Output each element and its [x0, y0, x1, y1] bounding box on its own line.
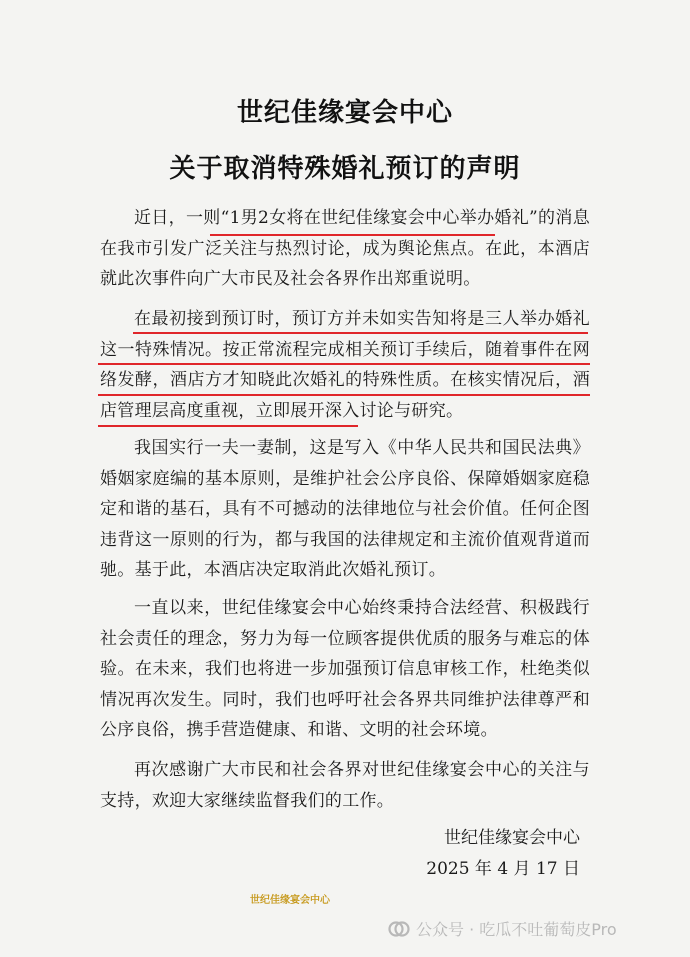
- underline-para2-line3: [98, 394, 590, 396]
- underline-para2-line4: [98, 425, 358, 427]
- underline-para2-line1: [133, 332, 588, 334]
- paragraph-2: 在最初接到预订时，预订方并未如实告知将是三人举办婚礼这一特殊情况。按正常流程完成相关预订手续后，随着事件在网络发酵，酒店方才知晓此次婚礼的特殊性质。在核实情况后，酒店管理层高度重视，立即展开深入讨论与研究。: [100, 309, 590, 421]
- paragraph-3: 我国实行一夫一妻制，这是写入《中华人民共和国民法典》婚姻家庭编的基本原则，是维护社会公序良俗、保障婚姻家庭稳定和谐的基石，具有不可撼动的法律地位与社会价值。任何企图违背这一原则的行为，都与我国的法律规定和主流价值观背道而驰。基于此，本酒店决定取消此次婚礼预订。: [100, 438, 590, 580]
- footer-organization: 世纪佳缘宴会中心: [250, 895, 330, 906]
- underline-quote: [210, 234, 495, 236]
- wechat-official-account-icon: [388, 919, 410, 939]
- document-title: 世纪佳缘宴会中心: [236, 98, 453, 128]
- underline-para2-line2: [98, 363, 590, 365]
- signature: 世纪佳缘宴会中心: [444, 828, 580, 848]
- paragraph-1: 近日，一则“1男2女将在世纪佳缘宴会中心举办婚礼”的消息在我市引发广泛关注与热烈讨论，成为舆论焦点。在此，本酒店就此次事件向广大市民及社会各界作出郑重说明。: [100, 208, 590, 289]
- watermark: [388, 917, 617, 940]
- paragraph-5: 再次感谢广大市民和社会各界对世纪佳缘宴会中心的关注与支持，欢迎大家继续监督我们的工作。: [100, 760, 590, 811]
- paragraph-4: 一直以来，世纪佳缘宴会中心始终秉持合法经营、积极践行社会责任的理念，努力为每一位顾客提供优质的服务与难忘的体验。在未来，我们也将进一步加强预订信息审核工作，杜绝类似情况再次发生。同时，我们也呼吁社会各界共同维护法律尊严和公序良俗，携手营造健康、和谐、文明的社会环境。: [100, 598, 590, 740]
- signature-date: 2025 年 4 月 17 日: [426, 859, 580, 879]
- watermark-text: 公众号 · 吃瓜不吐葡萄皮Pro: [416, 920, 617, 939]
- document-subtitle: 关于取消特殊婚礼预订的声明: [169, 154, 521, 184]
